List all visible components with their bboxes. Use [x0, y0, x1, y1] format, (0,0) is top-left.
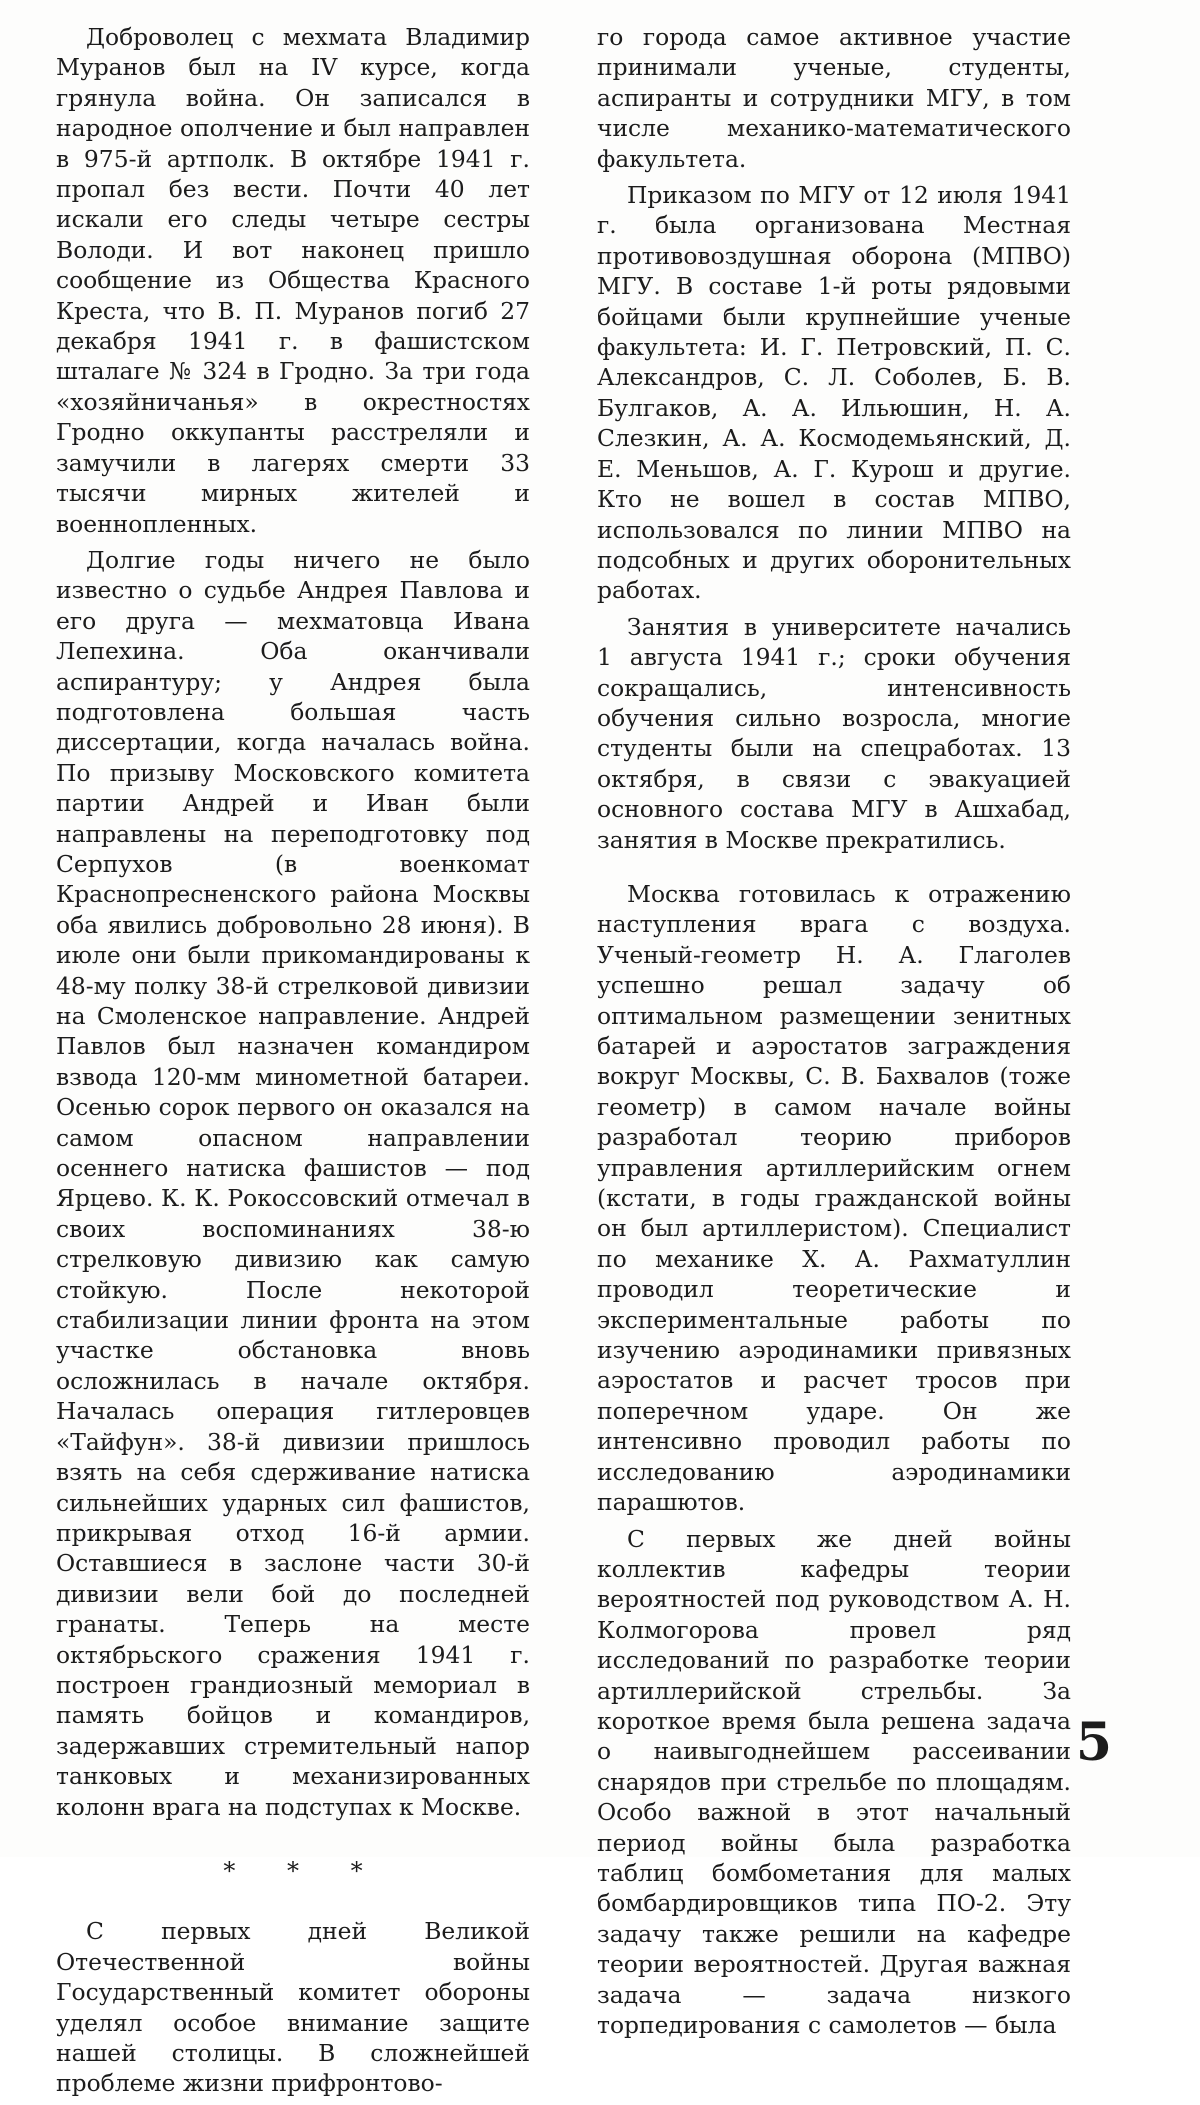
paragraph-probability-dept: С первых же дней войны коллектив кафедры теории вероятностей под руководством А. Н. Колмогорова провел ряд исследований по разработке теории артиллерийской стрельбы. За короткое время была решена задача о наивыгоднейшем рассеивании снарядов при стрельбе по площадям. Особо важной в этот начальный период войны была разработка таблиц бомбометания для малых бомбардировщиков типа ПО-2. Эту задачу также решили на кафедре теории вероятностей. Другая важная задача — задача низкого торпедирования с самолетов — была [597, 1524, 1071, 2039]
paragraph-continuation: го города самое активное участие принимали ученые, студенты, аспиранты и сотрудники МГУ, в том числе механико-математического факультета. [597, 23, 1071, 173]
paragraph-muranov: Доброволец с мехмата Владимир Муранов был на IV курсе, когда грянула война. Он записался в народное ополчение и был направлен в 975-й артполк. В октябре 1941 г. пропал без вести. Почти 40 лет искали его следы четыре сестры Володи. И вот наконец пришло сообщение из Общества Красного Креста, что В. П. Муранов погиб 27 декабря 1941 г. в фашистском шталаге № 324 в Гродно. За три года «хозяйничанья» в окрестностях Гродно оккупанты расстреляли и замучили в лагерях смерти 33 тысячи мирных жителей и военнопленных. [56, 23, 530, 538]
paragraph-pavlov: Долгие годы ничего не было известно о судьбе Андрея Павлова и его друга — мехматовца Ивана Лепехина. Оба оканчивали аспирантуру; у Андрея была подготовлена большая часть диссертации, когда началась война. По призыву Московского комитета партии Андрей и Иван были направлены на переподготовку под Серпухов (в военкомат Краснопресненского района Москвы оба явились добровольно 28 июня). В июле они были прикомандированы к 48-му полку 38-й стрелковой дивизии на Смоленское направление. Андрей Павлов был назначен командиром взвода 120-мм минометной батареи. Осенью сорок первого он оказался на самом опасном направлении осеннего натиска фашистов — под Ярцево. К. К. Рокоссовский отмечал в своих воспоминаниях 38-ю стрелковую дивизию как самую стойкую. После некоторой стабилизации линии фронта на этом участке обстановка вновь осложнилась в начале октября. Началась операция гитлеровцев «Тайфун». 38-й дивизии пришлось взять на себя сдерживание натиска сильнейших ударных сил фашистов, прикрывая отход 16-й армии. Оставшиеся в заслоне части 30-й дивизии вели бой до последней гранаты. Теперь на месте октябрьского сражения 1941 г. построен грандиозный мемориал в память бойцов и командиров, задержавших стремительный напор танковых и механизированных колонн врага на подступах к Москве. [56, 545, 530, 1821]
right-column [597, 22, 1071, 2046]
paragraph-classes: Занятия в университете начались 1 августа 1941 г.; сроки обучения сокращались, интенсивность обучения сильно возросла, многие студенты были на спецработах. 13 октября, в связи с эвакуацией основного состава МГУ в Ашхабад, занятия в Москве прекратились. [597, 612, 1071, 854]
page-number: 5 [1075, 1712, 1112, 1773]
section-separator: * * * [223, 1856, 385, 1885]
left-column [56, 22, 530, 2105]
paragraph-state-committee: С первых дней Великой Отечественной войны Государственный комитет обороны уделял особое внимание защите нашей столицы. В сложнейшей проблеме жизни прифронтово- [56, 1917, 530, 2098]
paragraph-air-defense: Москва готовилась к отражению наступления врага с воздуха. Ученый-геометр Н. А. Глаголев успешно решал задачу об оптимальном размещении зенитных батарей и аэростатов заграждения вокруг Москвы, С. В. Бахвалов (тоже геометр) в самом начале войны разработал теорию приборов управления артиллерийским огнем (кстати, в годы гражданской войны он был артиллеристом). Специалист по механике Х. А. Рахматуллин проводил теоретические и экспериментальные работы по изучению аэродинамики привязных аэростатов и расчет тросов при поперечном ударе. Он же интенсивно проводил работы по исследованию аэродинамики парашютов. [597, 879, 1071, 1517]
paragraph-mpvo: Приказом по МГУ от 12 июля 1941 г. была организована Местная противовоздушная оборона (МПВО) МГУ. В составе 1-й роты рядовыми бойцами были крупнейшие ученые факультета: И. Г. Петровский, П. С. Александров, С. Л. Соболев, Б. В. Булгаков, А. А. Ильюшин, Н. А. Слезкин, А. А. Космодемьянский, Д. Е. Меньшов, А. Г. Курош и другие. Кто не вошел в состав МПВО, использовался по линии МПВО на подсобных и других оборонительных работах. [597, 181, 1071, 605]
